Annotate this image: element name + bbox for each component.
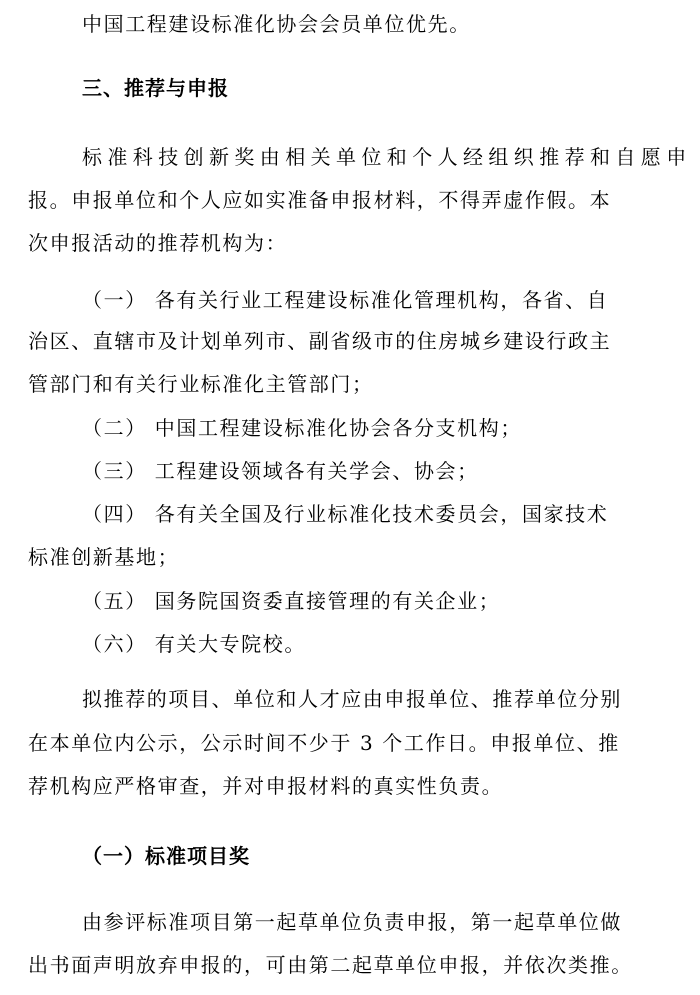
list-item-5: （五） 国务院国资委直接管理的有关企业； bbox=[82, 589, 501, 613]
list-item-1-cont: 管部门和有关行业标准化主管部门； bbox=[28, 372, 374, 396]
paragraph-line: 出书面声明放弃申报的，可由第二起草单位申报，并依次类推。 bbox=[28, 953, 633, 977]
paragraph-line: 在本单位内公示，公示时间不少于 3 个工作日。申报单位、推 bbox=[28, 731, 620, 755]
paragraph-line: 荐机构应严格审查，并对申报材料的真实性负责。 bbox=[28, 774, 504, 798]
paragraph-line-member-priority: 中国工程建设标准化协会会员单位优先。 bbox=[82, 12, 471, 36]
list-item-2: （二） 中国工程建设标准化协会各分支机构； bbox=[82, 416, 522, 440]
paragraph-line: 标准科技创新奖由相关单位和个人经组织推荐和自愿申 bbox=[82, 145, 692, 169]
list-item-6: （六） 有关大专院校。 bbox=[82, 632, 306, 656]
list-item-4: （四） 各有关全国及行业标准化技术委员会，国家技术 bbox=[82, 502, 609, 526]
list-item-4-cont: 标准创新基地； bbox=[28, 545, 180, 569]
subsection-heading-standard-project-award: （一）标准项目奖 bbox=[82, 844, 250, 868]
list-item-1-cont: 治区、直辖市及计划单列市、副省级市的住房城乡建设行政主 bbox=[28, 329, 612, 353]
list-item-3: （三） 工程建设领域各有关学会、协会； bbox=[82, 459, 479, 483]
paragraph-line: 报。申报单位和个人应如实准备申报材料，不得弄虚作假。本 bbox=[28, 188, 612, 212]
list-item-1: （一） 各有关行业工程建设标准化管理机构，各省、自 bbox=[82, 288, 609, 312]
paragraph-line: 拟推荐的项目、单位和人才应由申报单位、推荐单位分别 bbox=[82, 687, 622, 711]
paragraph-line: 由参评标准项目第一起草单位负责申报，第一起草单位做 bbox=[82, 910, 622, 934]
paragraph-line: 次申报活动的推荐机构为： bbox=[28, 231, 288, 255]
section-heading-recommend-apply: 三、推荐与申报 bbox=[82, 76, 229, 100]
